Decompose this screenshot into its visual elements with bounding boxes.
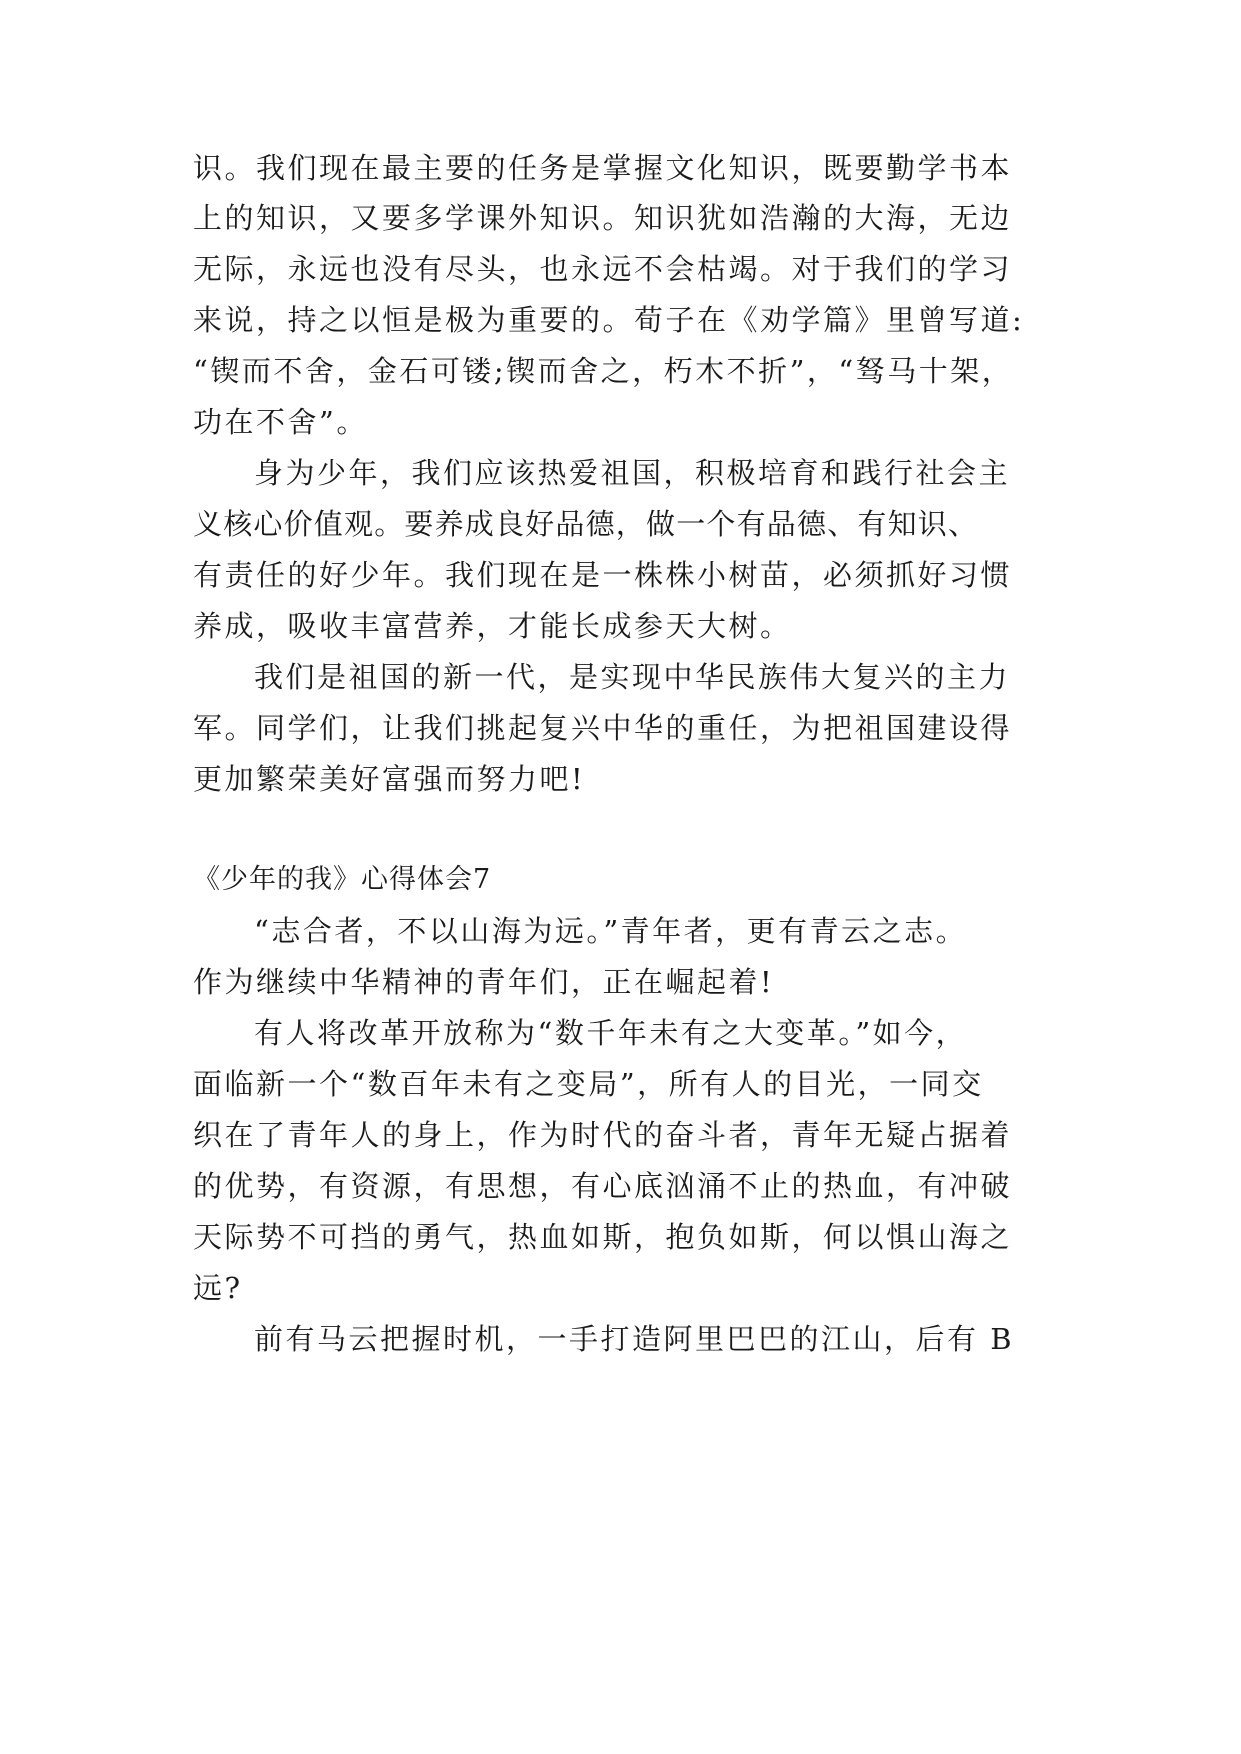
text-line: 的优势，有资源，有思想，有心底汹涌不止的热血，有冲破 [193,1169,1013,1203]
text-line: 更加繁荣美好富强而努力吧! [193,762,586,796]
text-line: 识。我们现在最主要的任务是掌握文化知识，既要勤学书本 [193,151,1013,185]
text-line: 织在了青年人的身上，作为时代的奋斗者，青年无疑占据着 [193,1118,1013,1152]
section-heading: 《少年的我》心得体会7 [193,864,492,895]
text-line: 功在不舍”。 [193,405,368,439]
paragraph-first-line: 身为少年，我们应该热爱祖国，积极培育和践行社会主 [254,456,1011,490]
paragraph-first-line: “志合者，不以山海为远。”青年者，更有青云之志。 [254,914,968,948]
text-line: 天际势不可挡的勇气，热血如斯，抱负如斯，何以惧山海之 [193,1220,1013,1254]
text-line: 来说，持之以恒是极为重要的。荀子在《劝学篇》里曾写道: [193,303,1025,337]
text-line: 无际，永远也没有尽头，也永远不会枯竭。对于我们的学习 [193,252,1013,286]
paragraph-first-line: 有人将改革开放称为“数千年未有之大变革。”如今， [254,1016,968,1050]
text-line: 作为继续中华精神的青年们，正在崛起着! [193,965,775,999]
text-line: 远? [193,1271,243,1305]
text-line: 上的知识，又要多学课外知识。知识犹如浩瀚的大海，无边 [193,201,1013,235]
text-line: “锲而不舍，金石可镂;锲而舍之，朽木不折”，“驽马十架， [193,354,1014,388]
text-line: 养成，吸收丰富营养，才能长成参天大树。 [193,609,792,643]
text-line: 义核心价值观。要养成良好品德，做一个有品德、有知识、 [193,507,979,541]
paragraph-first-line: 我们是祖国的新一代，是实现中华民族伟大复兴的主力 [254,660,1011,694]
paragraph-first-line: 前有马云把握时机，一手打造阿里巴巴的江山，后有 B [254,1322,1015,1356]
text-line: 有责任的好少年。我们现在是一株株小树苗，必须抓好习惯 [193,558,1013,592]
text-line: 军。同学们，让我们挑起复兴中华的重任，为把祖国建设得 [193,711,1013,745]
text-line: 面临新一个“数百年未有之变局”，所有人的目光，一同交 [193,1067,984,1101]
